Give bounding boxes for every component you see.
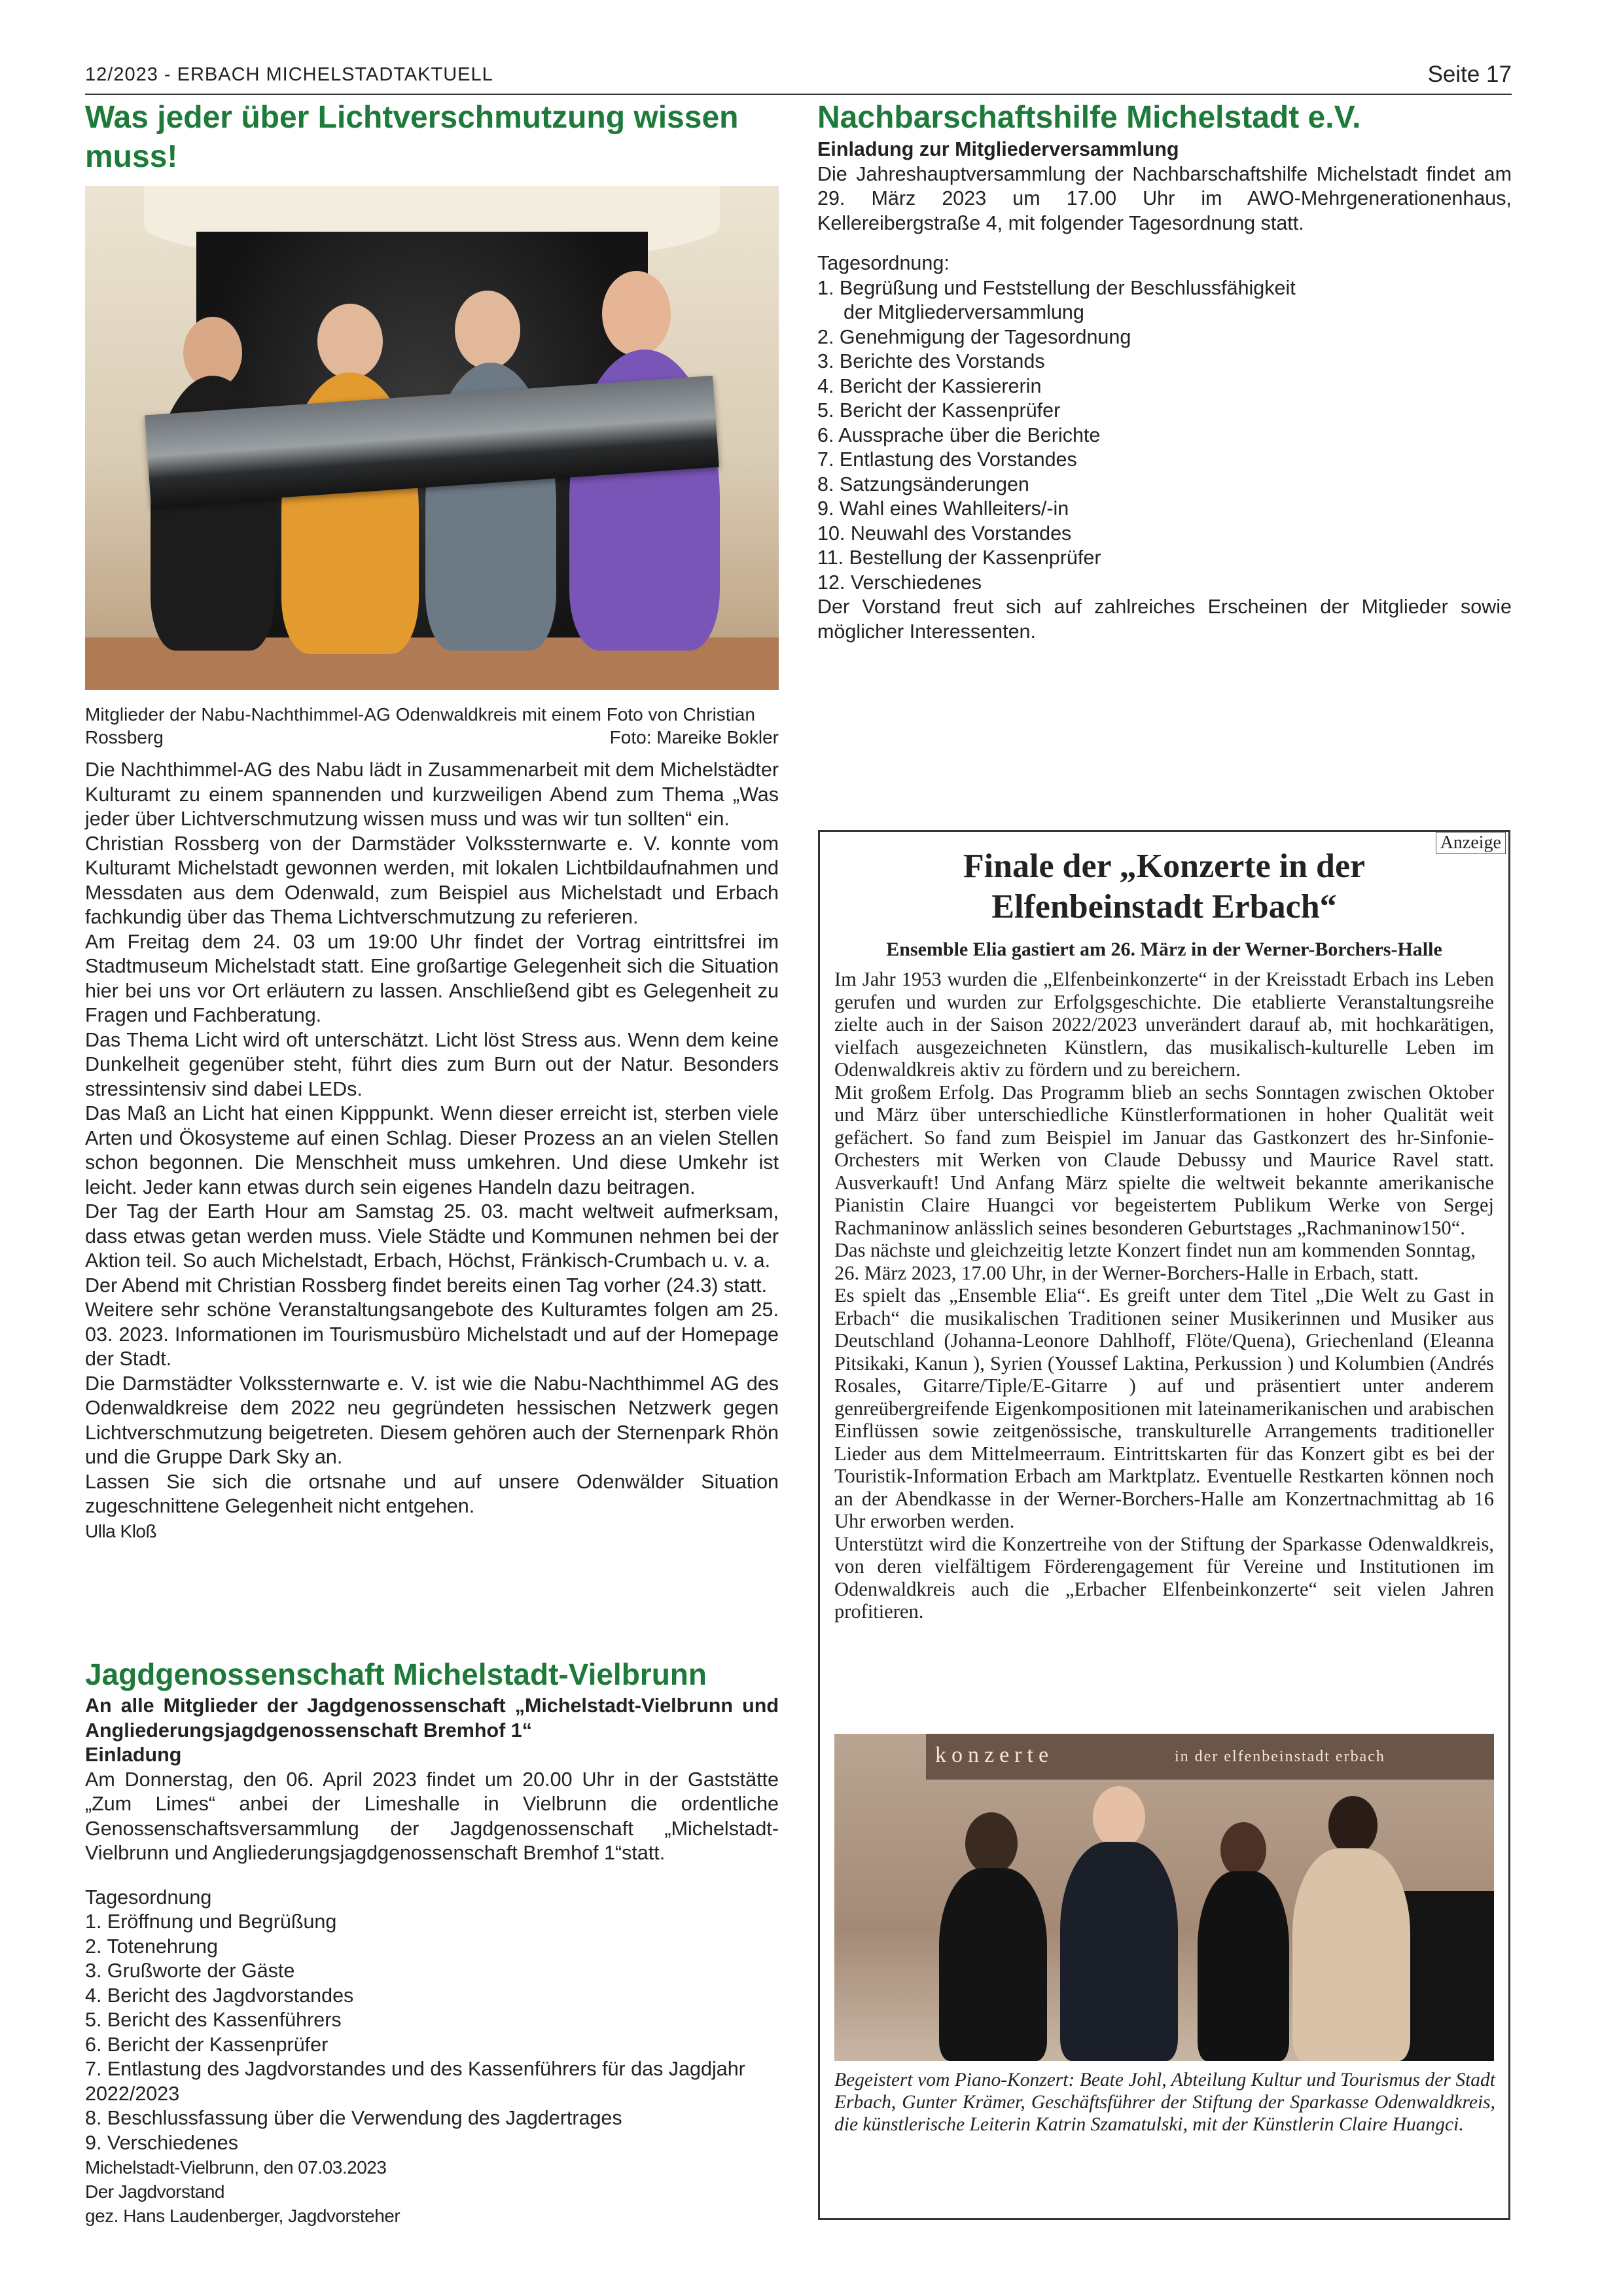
person-body: [939, 1868, 1047, 2061]
agenda-item: 7. Entlastung des Vorstandes: [817, 448, 1077, 471]
agenda-label: Tagesordnung:: [817, 252, 950, 274]
person-body: [1292, 1848, 1410, 2061]
paragraph: Am Freitag dem 24. 03 um 19:00 Uhr findet der Vortrag eintrittsfrei im Stadtmuseum Michelstadt statt. Eine großartige Gelegenheit sich die Situation hier bei uns vor Ort erläutern zu lassen. Anschließend gibt es Gelegenheit zu Fragen und Fachberatung.: [85, 930, 779, 1026]
banner-text: in der elfenbeinstadt erbach: [1175, 1748, 1385, 1765]
caption-text: Mitglieder der Nabu-Nachthimmel-AG Odenwaldkreis mit einem Foto von Christian Rossberg: [85, 704, 755, 747]
paragraph: Das Thema Licht wird oft unterschätzt. Licht löst Stress aus. Wenn dem keine Dunkelheit gegenüber steht, führt dies zum Burn out der Natur. Besonders stressintensiv sind dabei LEDs.: [85, 1028, 779, 1100]
article-body: [85, 1694, 779, 1910]
agenda-item: 1. Eröffnung und Begrüßung: [85, 1910, 337, 1933]
page-number: Seite 17: [1427, 62, 1512, 87]
person-head: [965, 1812, 1018, 1874]
person-head: [455, 291, 520, 369]
ad-subtitle: Ensemble Elia gastiert am 26. März in der Werner-Borchers-Halle: [886, 939, 1442, 960]
person-body: [1060, 1842, 1178, 2061]
photo-caption: [85, 703, 779, 749]
signed-by: gez. Hans Laudenberger, Jagdvorsteher: [85, 2206, 400, 2226]
paragraph: Unterstützt wird die Konzertreihe von der Stiftung der Sparkasse Odenwaldkreis, von deren vielfältigem Förderengagement für Vereine und Institutionen im Odenwaldkreis auch die „Erbacher Elfenbeinkonzerte“ seit vielen Jahren profitieren.: [834, 1532, 1494, 1623]
article-body: [85, 758, 779, 1543]
board-label: Der Jagdvorstand: [85, 2181, 225, 2202]
paragraph: Die Darmstädter Volkssternwarte e. V. ist wie die Nabu-Nachthimmel AG des Odenwaldkreise dem 2022 neu gegründeten hessischen Netzwerk gegen Lichtverschmutzung beigetreten. Diesem gehören auch der Sternenpark Rhön und die Gruppe Dark Sky an.: [85, 1372, 779, 1468]
paragraph: Der Vorstand freut sich auf zahlreiches Erscheinen der Mitglieder sowie möglicher Interessenten.: [817, 596, 1512, 643]
agenda-item: 5. Bericht der Kassenprüfer: [817, 399, 1061, 422]
agenda-item-continuation: der Mitgliederversammlung: [844, 301, 1084, 323]
paragraph: Weitere sehr schöne Veranstaltungsangebote des Kulturamtes folgen am 25. 03. 2023. Informationen im Tourismusbüro Michelstadt und auf der Homepage der Stadt.: [85, 1299, 779, 1370]
paragraph: Im Jahr 1953 wurden die „Elfenbeinkonzerte“ in der Kreisstadt Erbach ins Leben gerufen und wurden zur Erfolgsgeschichte. Die etablierte Veranstaltungsreihe zielte auch in der Saison 2022/2023 unverändert darauf ab, mit hochkarätigen, vielfach ausgezeichneten Künstlern, das musikalisch-kulturelle Leben im Odenwaldkreis aktiv zu fördern und zu bereichern.: [834, 968, 1494, 1081]
article-title: Nachbarschaftshilfe Michelstadt e.V.: [817, 100, 1361, 135]
photo-credit: Foto: Mareike Bokler: [609, 727, 779, 747]
agenda-item: 2. Genehmigung der Tagesordnung: [817, 325, 1131, 348]
agenda-item: 9. Wahl eines Wahlleiters/-in: [817, 497, 1069, 520]
ad-title-line: Elfenbeinstadt Erbach“: [991, 888, 1337, 925]
person-head: [1093, 1786, 1145, 1848]
agenda-item: 9. Verschiedenes: [85, 2131, 238, 2154]
author: Ulla Kloß: [85, 1520, 157, 1541]
agenda-item: 7. Entlastung des Jagdvorstandes und des Kassenführers für das Jagdjahr 2022/2023: [85, 2058, 745, 2105]
paragraph: Das nächste und gleichzeitig letzte Konzert findet nun am kommenden Sonntag,: [834, 1239, 1476, 1261]
article-body: [817, 137, 1512, 276]
paragraph: Es spielt das „Ensemble Elia“. Es greift unter dem Titel „Die Welt zu Gast in Erbach“ die musikalischen Traditionen seiner Musikerinnen und Musiker aus Deutschland (Johanna-Leonore Dahlhoff, Flöte/Quena), Griechenland (Eleanna Pitsikaki, Kanun ), Syrien (Youssef Laktina, Perkussion ) und Kolumbien (Andrés Rosales, Gitarre/Tiple/E-Gitarre ) auf und präsentiert unter anderem genreübergreifende Eigenkompositionen mit lateinamerikanischen und arabischen Einflüssen sowie zeitgenössische, transkulturelle Arrangements traditioneller Lieder aus dem Mittelmeerraum. Eintrittskarten für das Konzert gibt es bei der Touristik-Information Erbach am Marktplatz. Eventuelle Restkarten können noch an der Abendkasse in der Werner-Borchers-Halle am Konzertnachmittag ab 16 Uhr erworben werden.: [834, 1284, 1494, 1532]
article-subtitle: Einladung zur Mitgliederversammlung: [817, 138, 1179, 160]
ad-photo-caption: Begeistert vom Piano-Konzert: Beate Johl, Abteilung Kultur und Tourismus der Stadt Erbach, Gunter Krämer, Geschäftsführer der Stiftung der Sparkasse Odenwaldkreis, die künstlerische Leiterin Katrin Szamatulski, mit der Künstlerin Claire Huangci.: [834, 2070, 1495, 2135]
person-head: [1328, 1796, 1378, 1855]
article-nachbarschaftshilfe: [817, 98, 1512, 644]
agenda-item: 4. Bericht der Kassiererin: [817, 374, 1042, 397]
paragraph: Das Maß an Licht hat einen Kipppunkt. Wenn dieser erreicht ist, sterben viele Arten und Ökosysteme auf einen Schlag. Dieser Prozess an an vielen Stellen schon begonnen. Die Menschheit muss umkehren. Und diese Umkehr ist leicht. Jeder kann etwas durch sein eigenes Handeln dazu beitragen.: [85, 1102, 779, 1198]
person-head: [317, 304, 383, 379]
article-subtitle: An alle Mitglieder der Jagdgenossenschaft „Michelstadt-Vielbrunn und Angliederungsjagdgenossenschaft Bremhof 1“: [85, 1695, 779, 1742]
paragraph: Lassen Sie sich die ortsnahe und auf unsere Odenwälder Situation zugeschnittene Gelegenheit nicht entgehen.: [85, 1470, 779, 1517]
agenda-item: 1. Begrüßung und Feststellung der Beschlussfähigkeit: [817, 276, 1296, 299]
advertisement-konzerte: [818, 830, 1510, 2220]
agenda-item: [817, 300, 1512, 325]
group-photo-nabu: [85, 186, 779, 690]
agenda-item: 4. Bericht des Jagdvorstandes: [85, 1984, 354, 2007]
agenda-item: 6. Bericht der Kassenprüfer: [85, 2033, 329, 2056]
banner-text: konzerte: [935, 1743, 1054, 1767]
agenda-item: 8. Beschlussfassung über die Verwendung des Jagdertrages: [85, 2107, 622, 2129]
paragraph: Die Jahreshauptversammlung der Nachbarschaftshilfe Michelstadt findet am 29. März 2023 um 17.00 Uhr im AWO-Mehrgenerationenhaus, Kellereibergstraße 4, mit folgender Tagesordnung statt.: [817, 162, 1512, 234]
agenda-item: 2. Totenehrung: [85, 1935, 218, 1958]
place-date: Michelstadt-Vielbrunn, den 07.03.2023: [85, 2157, 387, 2178]
paragraph: Der Tag der Earth Hour am Samstag 25. 03. macht weltweit aufmerksam, dass etwas getan werden muss. Viele Städte und Kommunen nehmen bei der Aktion teil. So auch Michelstadt, Erbach, Höchst, Fränkisch-Crumbach u. v. a.: [85, 1200, 779, 1272]
agenda-label: Tagesordnung: [85, 1886, 212, 1909]
agenda-item: 3. Grußworte der Gäste: [85, 1960, 295, 1982]
article-lichtverschmutzung: [85, 98, 779, 1543]
article-title: Jagdgenossenschaft Michelstadt-Vielbrunn: [85, 1657, 707, 1691]
signature-block: [85, 2155, 779, 2228]
page-header: [85, 60, 1512, 93]
photo-banner: [926, 1734, 1494, 1780]
agenda-item: 12. Verschiedenes: [817, 571, 982, 594]
ad-title: [820, 846, 1508, 927]
paragraph: Mit großem Erfolg. Das Programm blieb an sechs Sonntagen zwischen Oktober und März über unterschiedliche Künstlerformationen in hoher Qualität weit gefächert. So fand zum Beispiel im Januar das Gastkonzert des hr-Sinfonie-Orchesters mit Werken von Claude Debussy und Maurice Ravel statt. Ausverkauft! Und Anfang März spielte die weltweit bekannte amerikanische Pianistin Claire Huangci vor begeistertem Publikum Werke von Sergej Rachmaninow anlässlich seines besonderen Geburtstages „Rachmaninow150“.: [834, 1081, 1494, 1239]
person-head: [602, 271, 671, 356]
concert-photo: [834, 1734, 1494, 2061]
agenda-item: 11. Bestellung der Kassenprüfer: [817, 547, 1101, 569]
header-rule: [85, 94, 1512, 95]
ad-body: [820, 968, 1508, 1623]
agenda-item: 10. Neuwahl des Vorstandes: [817, 522, 1072, 545]
person-head: [1220, 1822, 1266, 1878]
article-jagdgenossenschaft: [85, 1655, 779, 2228]
paragraph: Am Donnerstag, den 06. April 2023 findet um 20.00 Uhr in der Gaststätte „Zum Limes“ anbei der Limeshalle in Vielbrunn die ordentliche Genossenschaftsversammlung der Jagdgenossenschaft „Michelstadt-Vielbrunn und Angliederungsjagdgenossenschaft Bremhof 1“statt.: [85, 1768, 779, 1864]
agenda-item: 3. Berichte des Vorstands: [817, 350, 1045, 372]
paragraph: 26. März 2023, 17.00 Uhr, in der Werner-Borchers-Halle in Erbach, statt.: [834, 1261, 1419, 1284]
ad-label: Anzeige: [1436, 832, 1506, 854]
ad-title-line: Finale der „Konzerte in der: [963, 848, 1366, 885]
paragraph: Die Nachthimmel-AG des Nabu lädt in Zusammenarbeit mit dem Michelstädter Kulturamt zu einem spannenden und kurzweiligen Abend zum Thema „Was jeder über Lichtverschmutzung wissen muss und was wir tun sollten“ ein.: [85, 759, 779, 830]
paragraph: Christian Rossberg von der Darmstäder Volkssternwarte e. V. konnte vom Kulturamt Michelstadt gewonnen werden, mit lokalen Lichtbildaufnahmen und Messdaten aus dem Odenwald, zum Beispiel aus Michelstadt und Erbach fachkundig über das Thema Lichtverschmutzung zu referieren.: [85, 832, 779, 928]
agenda-list: [85, 1910, 779, 2155]
closing-text: [817, 595, 1512, 644]
agenda-item: 5. Bericht des Kassenführers: [85, 2009, 342, 2031]
einladung-label: Einladung: [85, 1744, 182, 1766]
person-body: [1198, 1871, 1289, 2061]
agenda-item: 8. Satzungsänderungen: [817, 473, 1029, 495]
agenda-list: [817, 276, 1512, 596]
paragraph: Der Abend mit Christian Rossberg findet bereits einen Tag vorher (24.3) statt.: [85, 1274, 768, 1297]
issue-label: 12/2023 - ERBACH MICHELSTADTAKTUELL: [85, 64, 493, 85]
article-title: Was jeder über Lichtverschmutzung wissen muss!: [85, 100, 739, 174]
agenda-item: 6. Aussprache über die Berichte: [817, 423, 1101, 446]
